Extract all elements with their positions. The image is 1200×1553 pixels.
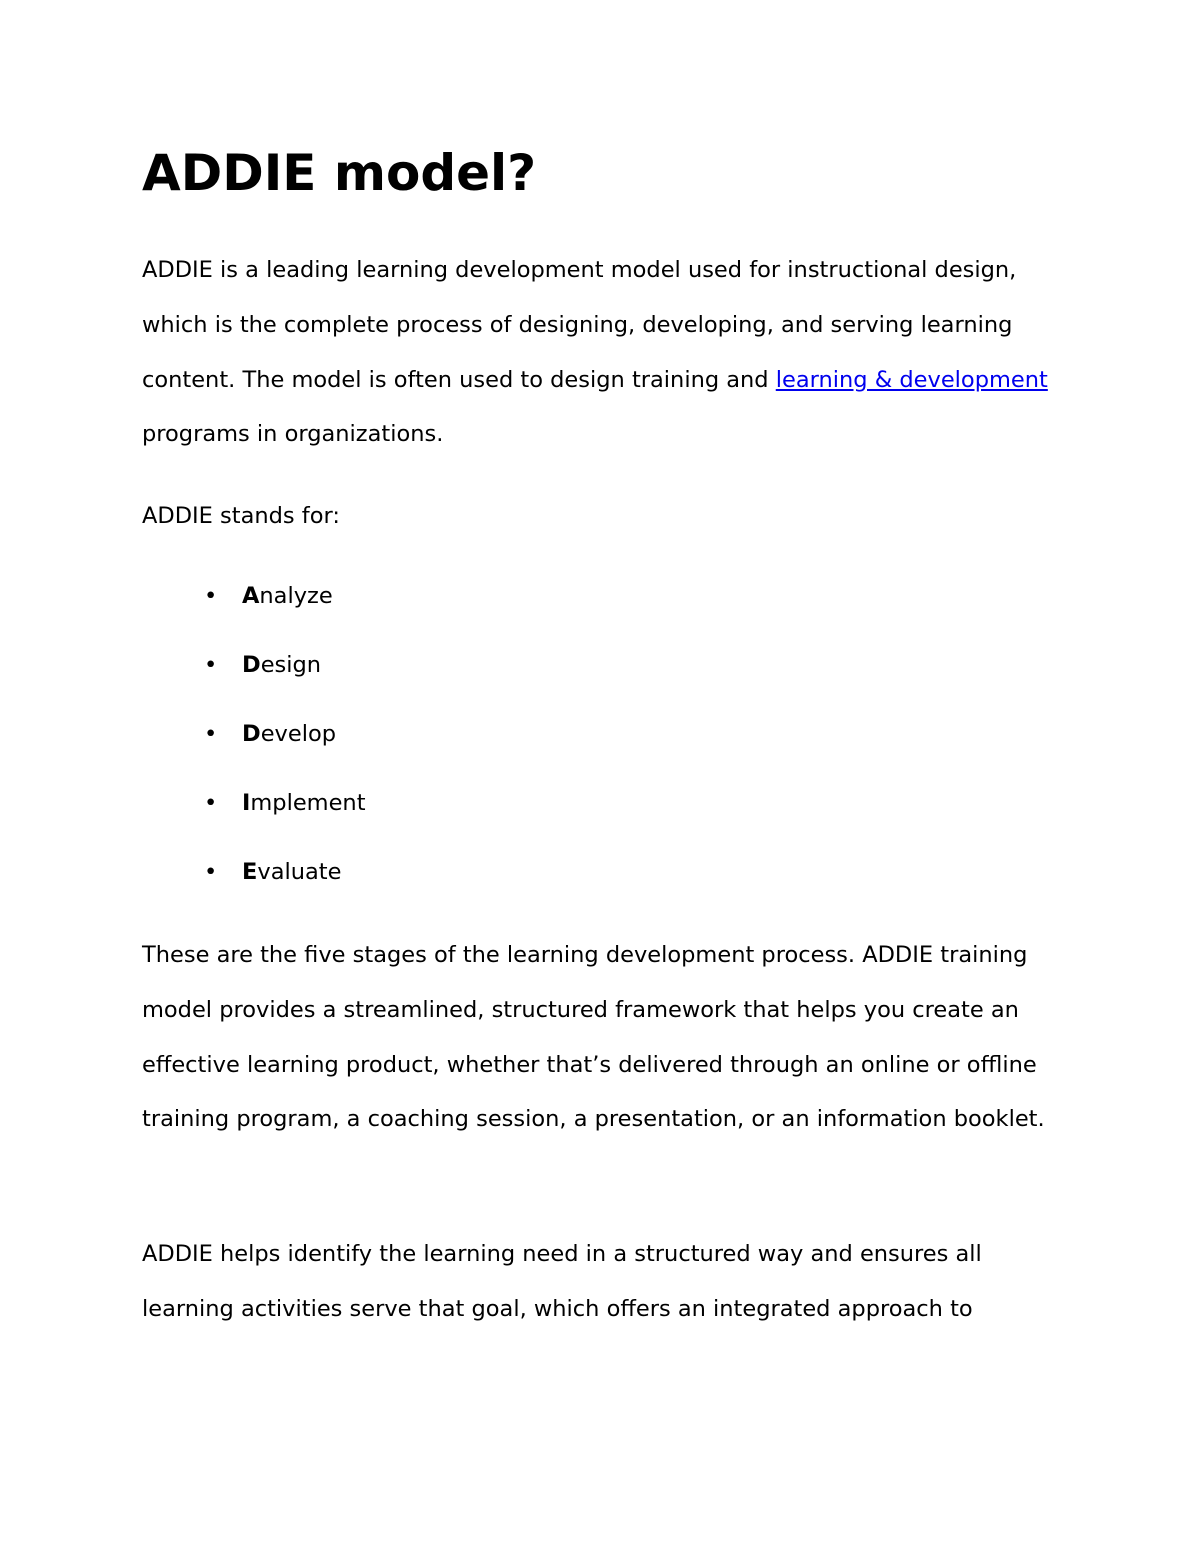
- list-item: [142, 844, 366, 913]
- stage-initial: D: [242, 721, 261, 747]
- stage-rest: mplement: [250, 790, 366, 816]
- bullet-icon: •: [204, 652, 218, 678]
- list-item: [142, 775, 366, 844]
- stages-list: [142, 568, 366, 913]
- stage-initial: D: [242, 652, 261, 678]
- bullet-icon: •: [204, 721, 218, 747]
- page-title: ADDIE model?: [142, 144, 537, 202]
- list-item: [142, 706, 366, 775]
- learning-development-link[interactable]: learning & development: [775, 366, 1048, 393]
- stands-for-label: ADDIE stands for:: [142, 503, 340, 529]
- stage-initial: E: [242, 859, 258, 885]
- intro-text-before-link: ADDIE is a leading learning development model used for instructional design, which is the complete process of designing, developing, and serving learning content. The model is often used to design training and: [142, 257, 1017, 393]
- stage-initial: I: [242, 790, 251, 816]
- list-item: [142, 568, 366, 637]
- bullet-icon: •: [204, 859, 218, 885]
- stage-initial: A: [242, 583, 260, 609]
- stages-description-paragraph: These are the five stages of the learning development process. ADDIE training model provides a streamlined, structured framework that helps you create an effective learning product, whether that’s delivered through an online or offline training program, a coaching session, a presentation, or an information booklet.: [142, 942, 1045, 1133]
- addie-benefits-paragraph: ADDIE helps identify the learning need in a structured way and ensures all learning activities serve that goal, which offers an integrated approach to: [142, 1241, 982, 1322]
- stage-rest: nalyze: [259, 583, 333, 609]
- intro-text-after-link: programs in organizations.: [142, 421, 444, 448]
- stage-rest: evelop: [260, 721, 336, 747]
- stage-rest: esign: [260, 652, 322, 678]
- intro-paragraph: [142, 243, 1072, 462]
- stage-rest: valuate: [257, 859, 342, 885]
- bullet-icon: •: [204, 790, 218, 816]
- list-item: [142, 637, 366, 706]
- bullet-icon: •: [204, 583, 218, 609]
